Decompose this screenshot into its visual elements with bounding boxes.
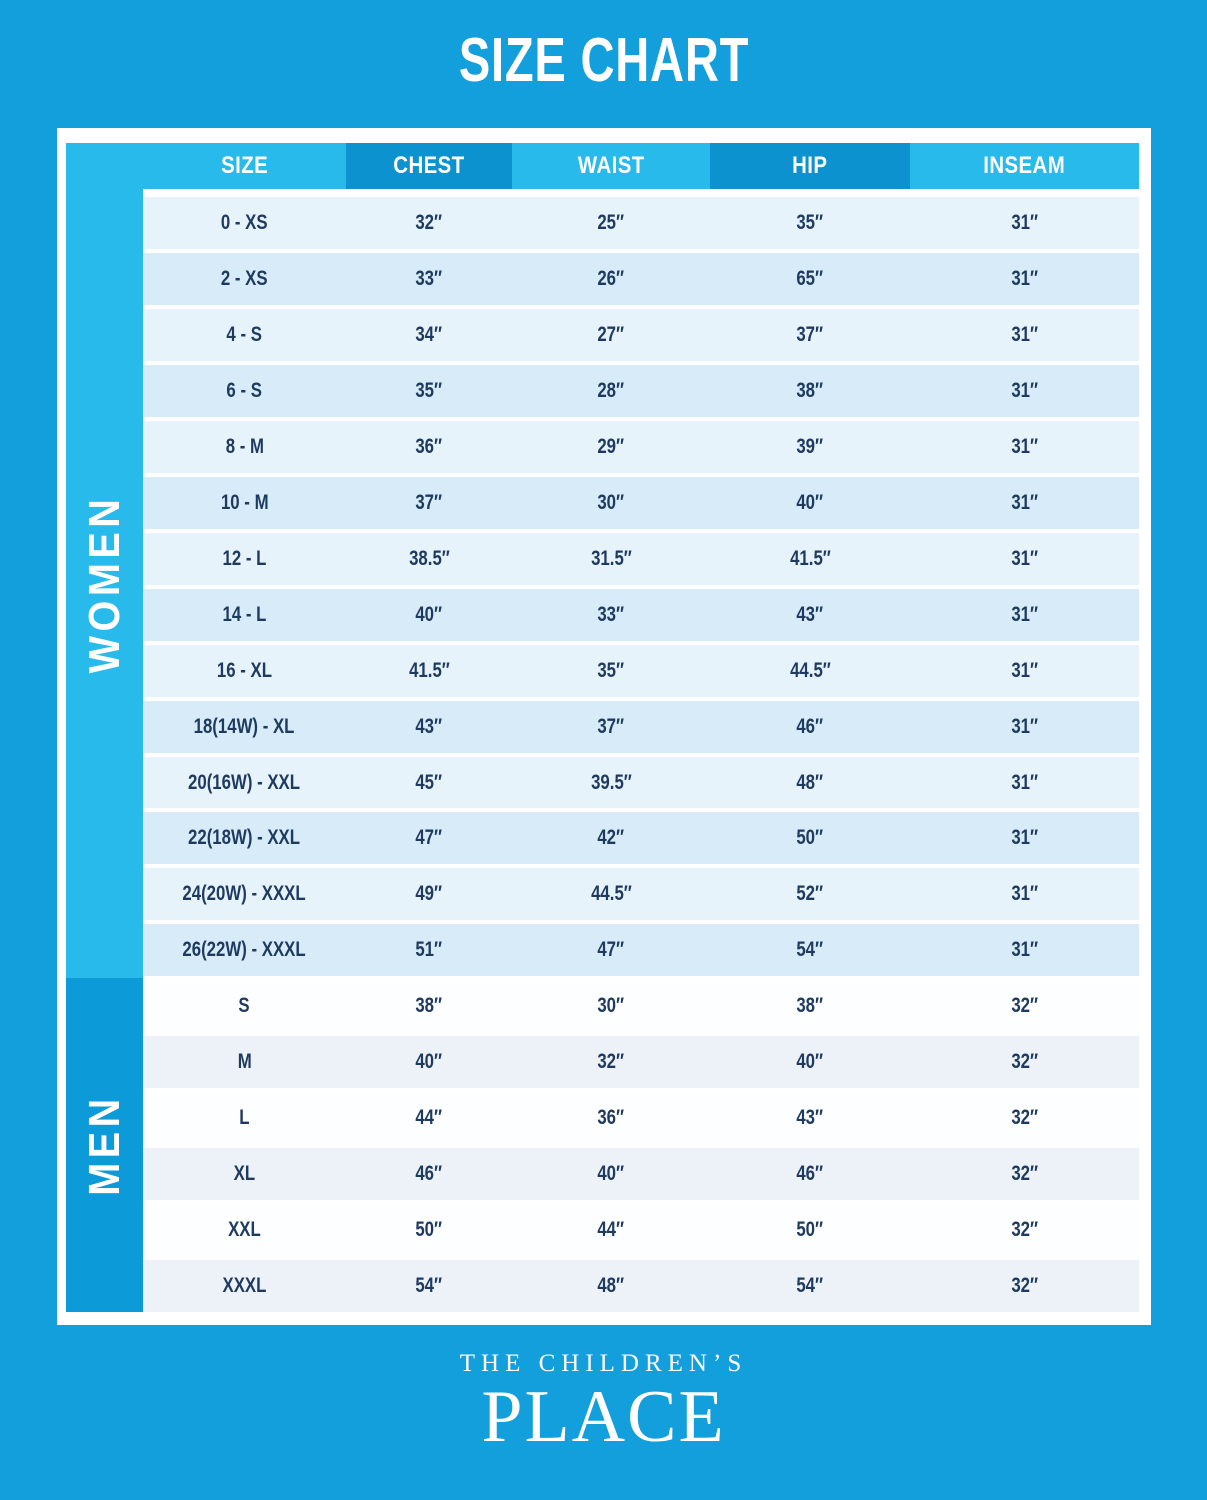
measurement-cell: 54″ xyxy=(796,938,824,962)
measurement-cell: 31.5″ xyxy=(590,546,632,570)
header-corner xyxy=(66,143,143,189)
measurement-cell: 52″ xyxy=(796,882,824,906)
measurement-cell: 37″ xyxy=(597,714,625,738)
measurement-cell: 31″ xyxy=(1011,826,1038,850)
size-cell: M xyxy=(237,1050,252,1074)
measurement-cell: 31″ xyxy=(1011,602,1038,626)
measurement-cell: 40″ xyxy=(415,602,443,626)
measurement-cell: 38.5″ xyxy=(408,546,450,570)
table-row xyxy=(143,1148,1139,1200)
size-cell: L xyxy=(239,1106,250,1130)
measurement-cell: 32″ xyxy=(597,1050,625,1074)
size-cell: 12 - L xyxy=(222,546,267,570)
size-cell: 16 - XL xyxy=(216,658,273,682)
size-cell: S xyxy=(238,994,251,1018)
measurement-cell: 32″ xyxy=(415,210,443,234)
measurement-cell: 38″ xyxy=(796,994,824,1018)
measurement-cell: 28″ xyxy=(597,378,625,402)
measurement-cell: 40″ xyxy=(597,1162,625,1186)
measurement-cell: 31″ xyxy=(1011,490,1038,514)
measurement-cell: 31″ xyxy=(1011,210,1038,234)
column-header-size: SIZE xyxy=(220,152,269,179)
table-row xyxy=(143,1092,1139,1144)
size-cell: 4 - S xyxy=(226,322,263,346)
size-cell: 8 - M xyxy=(225,434,264,458)
section-label-men: MEN xyxy=(79,1094,129,1196)
table-row xyxy=(143,924,1139,976)
table-row xyxy=(143,1204,1139,1256)
measurement-cell: 40″ xyxy=(796,1050,824,1074)
measurement-cell: 31″ xyxy=(1011,546,1038,570)
measurement-cell: 43″ xyxy=(796,1106,824,1130)
column-header-inseam: INSEAM xyxy=(983,152,1066,179)
measurement-cell: 47″ xyxy=(415,826,443,850)
size-cell: 14 - L xyxy=(222,602,267,626)
measurement-cell: 54″ xyxy=(796,1274,824,1298)
measurement-cell: 31″ xyxy=(1011,882,1038,906)
size-cell: 22(18W) - XXL xyxy=(188,826,301,850)
measurement-cell: 30″ xyxy=(597,994,625,1018)
measurement-cell: 32″ xyxy=(1011,1050,1038,1074)
table-body xyxy=(66,189,1139,1312)
measurement-cell: 39″ xyxy=(796,434,824,458)
measurement-cell: 31″ xyxy=(1011,658,1038,682)
measurement-cell: 32″ xyxy=(1011,1218,1038,1242)
table-row xyxy=(143,421,1139,473)
measurement-cell: 35″ xyxy=(796,210,824,234)
measurement-cell: 36″ xyxy=(415,434,443,458)
measurement-cell: 37″ xyxy=(415,490,443,514)
measurement-cell: 31″ xyxy=(1011,770,1038,794)
measurement-cell: 42″ xyxy=(597,826,625,850)
measurement-cell: 29″ xyxy=(597,434,625,458)
measurement-cell: 48″ xyxy=(597,1274,625,1298)
measurement-cell: 38″ xyxy=(415,994,443,1018)
column-header-hip: HIP xyxy=(710,143,910,189)
measurement-cell: 35″ xyxy=(415,378,443,402)
measurement-cell: 39.5″ xyxy=(590,770,632,794)
measurement-cell: 46″ xyxy=(796,1162,824,1186)
measurement-cell: 50″ xyxy=(796,1218,824,1242)
header-cells xyxy=(143,143,1139,189)
measurement-cell: 48″ xyxy=(796,770,824,794)
table-row xyxy=(143,197,1139,249)
measurement-cell: 65″ xyxy=(796,266,824,290)
section-sidebar xyxy=(66,189,143,1312)
page-title-text: SIZE CHART xyxy=(458,26,749,95)
measurement-cell: 44.5″ xyxy=(789,658,831,682)
size-cell: 10 - M xyxy=(220,490,269,514)
table-rows xyxy=(143,189,1139,1312)
measurement-cell: 37″ xyxy=(796,322,824,346)
size-cell: 18(14W) - XL xyxy=(194,714,295,738)
measurement-cell: 38″ xyxy=(796,378,824,402)
table-row xyxy=(143,812,1139,864)
measurement-cell: 31″ xyxy=(1011,434,1038,458)
measurement-cell: 47″ xyxy=(597,938,625,962)
page-title xyxy=(0,28,1207,94)
size-cell: 2 - XS xyxy=(221,266,268,290)
measurement-cell: 43″ xyxy=(415,714,443,738)
table-row xyxy=(143,645,1139,697)
measurement-cell: 46″ xyxy=(415,1162,443,1186)
measurement-cell: 54″ xyxy=(415,1274,443,1298)
table-row xyxy=(143,980,1139,1032)
table-row xyxy=(143,1260,1139,1312)
table-row xyxy=(143,253,1139,305)
column-header-chest: CHEST xyxy=(346,143,512,189)
measurement-cell: 31″ xyxy=(1011,322,1038,346)
measurement-cell: 31″ xyxy=(1011,266,1038,290)
size-cell: XL xyxy=(233,1162,256,1186)
table-row xyxy=(143,757,1139,809)
measurement-cell: 49″ xyxy=(415,882,443,906)
measurement-cell: 44″ xyxy=(597,1218,625,1242)
size-cell: 26(22W) - XXXL xyxy=(182,938,307,962)
table-row xyxy=(143,701,1139,753)
section-label-women: WOMEN xyxy=(79,494,129,673)
measurement-cell: 32″ xyxy=(1011,994,1038,1018)
size-chart-table xyxy=(57,128,1151,1325)
measurement-cell: 25″ xyxy=(597,210,625,234)
measurement-cell: 51″ xyxy=(415,938,443,962)
table-row xyxy=(143,533,1139,585)
measurement-cell: 33″ xyxy=(415,266,443,290)
size-cell: 0 - XS xyxy=(221,210,268,234)
measurement-cell: 33″ xyxy=(597,602,625,626)
measurement-cell: 32″ xyxy=(1011,1162,1038,1186)
section-band-women xyxy=(66,189,143,978)
size-cell: 20(16W) - XXL xyxy=(188,770,301,794)
column-header-waist: WAIST xyxy=(577,152,645,179)
brand-line-place: PLACE xyxy=(481,1376,726,1458)
measurement-cell: 34″ xyxy=(415,322,443,346)
size-cell: XXXL xyxy=(222,1274,267,1298)
measurement-cell: 41.5″ xyxy=(408,658,450,682)
measurement-cell: 40″ xyxy=(415,1050,443,1074)
measurement-cell: 32″ xyxy=(1011,1274,1038,1298)
measurement-cell: 50″ xyxy=(796,826,824,850)
brand-logo xyxy=(0,1350,1207,1458)
measurement-cell: 44.5″ xyxy=(590,882,632,906)
measurement-cell: 45″ xyxy=(415,770,443,794)
section-band-men xyxy=(66,978,143,1312)
measurement-cell: 40″ xyxy=(796,490,824,514)
measurement-cell: 30″ xyxy=(597,490,625,514)
measurement-cell: 35″ xyxy=(597,658,625,682)
table-row xyxy=(143,477,1139,529)
table-header-row xyxy=(66,143,1139,189)
size-cell: 6 - S xyxy=(226,378,263,402)
table-row xyxy=(143,365,1139,417)
table-row xyxy=(143,309,1139,361)
size-cell: 24(20W) - XXXL xyxy=(182,882,307,906)
measurement-cell: 50″ xyxy=(415,1218,443,1242)
measurement-cell: 31″ xyxy=(1011,714,1038,738)
brand-line-the-childrens: THE CHILDREN’S xyxy=(459,1350,748,1377)
measurement-cell: 44″ xyxy=(415,1106,443,1130)
measurement-cell: 31″ xyxy=(1011,938,1038,962)
measurement-cell: 27″ xyxy=(597,322,625,346)
measurement-cell: 46″ xyxy=(796,714,824,738)
measurement-cell: 26″ xyxy=(597,266,625,290)
measurement-cell: 41.5″ xyxy=(789,546,831,570)
size-cell: XXL xyxy=(228,1218,261,1242)
measurement-cell: 32″ xyxy=(1011,1106,1038,1130)
measurement-cell: 43″ xyxy=(796,602,824,626)
table-row xyxy=(143,868,1139,920)
measurement-cell: 31″ xyxy=(1011,378,1038,402)
table-row xyxy=(143,1036,1139,1088)
measurement-cell: 36″ xyxy=(597,1106,625,1130)
table-row xyxy=(143,589,1139,641)
